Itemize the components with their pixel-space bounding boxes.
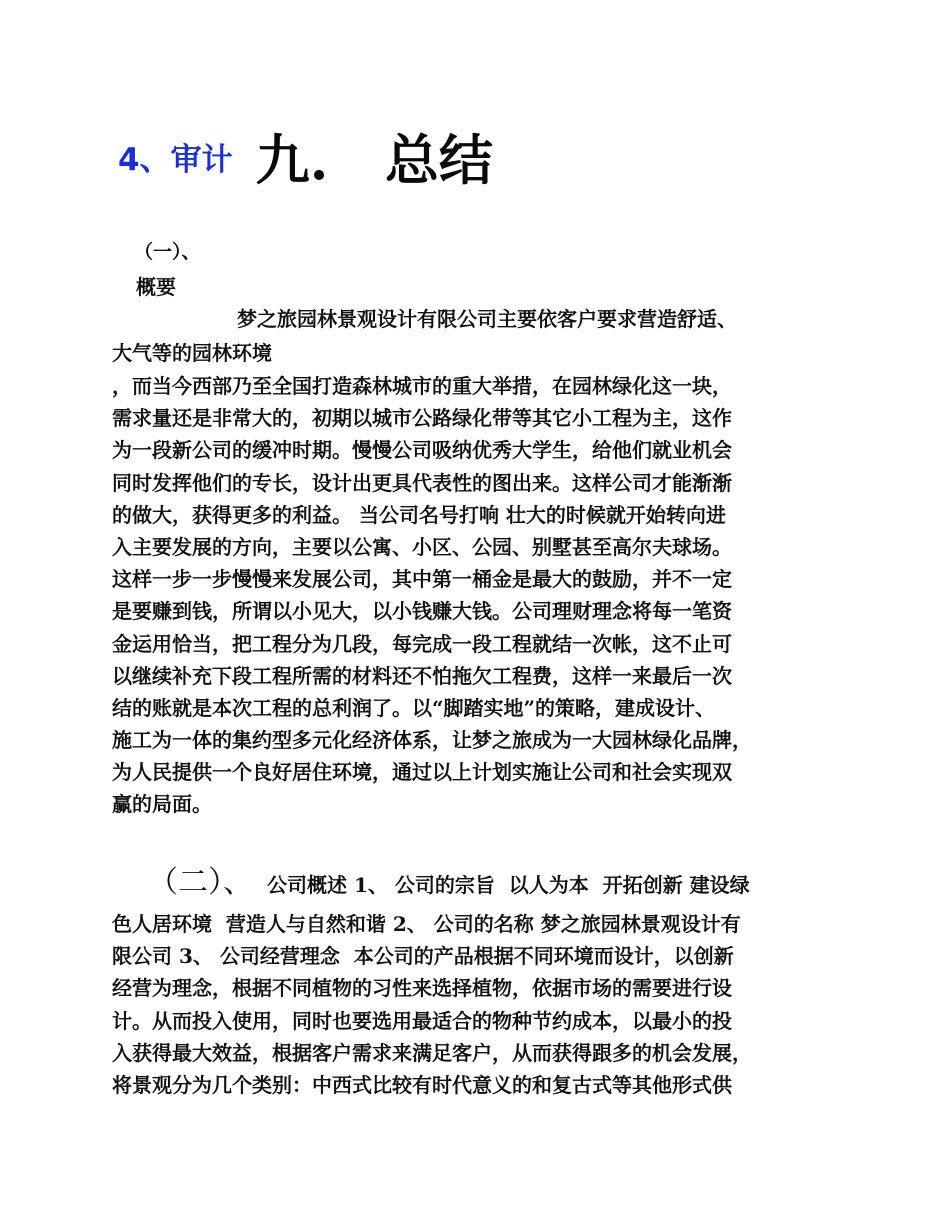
paragraph-line: 为一段新公司的缓冲时期。慢慢公司吸纳优秀大学生，给他们就业机会	[112, 438, 732, 463]
heading-title: 九. 总结	[255, 128, 493, 192]
paragraph-line: 入主要发展的方向，主要以公寓、小区、公园、别墅甚至高尔夫球场。	[112, 534, 732, 559]
paragraph-line: 这样一步一步慢慢来发展公司，其中第一桶金是最大的鼓励，并不一定	[112, 567, 732, 592]
paragraph-1-second-line: 大气等的园林环境	[112, 341, 272, 365]
paragraph-1-body	[112, 370, 840, 821]
paragraph-line: 赢的局面。	[112, 792, 212, 817]
paragraph-line: 以继续补充下段工程所需的材料还不怕拖欠工程费，这样一来最后一次	[112, 663, 732, 688]
paragraph-line: 色人居环境 营造人与自然和谐 2、 公司的名称 梦之旅园林景观设计有	[112, 912, 741, 936]
paragraph-1-first-line: 梦之旅园林景观设计有限公司主要依客户要求营造舒适、	[237, 307, 737, 331]
paragraph-line: 将景观分为几个类别：中西式比较有时代意义的和复古式等其他形式供	[112, 1072, 732, 1097]
paragraph-line: 的做大，获得更多的利益。 当公司名号打响 壮大的时候就开始转向进	[112, 502, 726, 527]
paragraph-line: 施工为一体的集约型多元化经济体系，让梦之旅成为一大园林绿化品牌，	[112, 728, 752, 753]
subsection-1-number: （一）、	[134, 241, 201, 263]
paragraph-line: ，而当今西部乃至全国打造森林城市的重大举措，在园林绿化这一块，	[112, 374, 732, 398]
paragraph-line: 结的账就是本次工程的总利润了。以“脚踏实地”的策略，建成设计、	[112, 695, 716, 720]
paragraph-line: 同时发挥他们的专长，设计出更具代表性的图出来。这样公司才能渐渐	[112, 470, 732, 495]
subsection-2-heading	[148, 862, 750, 908]
paragraph-line: 计。从而投入使用，同时也要选用最适合的物种节约成本，以最小的投	[112, 1008, 732, 1033]
paragraph-line: 是要赚到钱，所谓以小见大，以小钱赚大钱。公司理财理念将每一笔资	[112, 599, 732, 624]
paragraph-line: 入获得最大效益，根据客户需求来满足客户，从而获得跟多的机会发展，	[112, 1040, 752, 1065]
paragraph-line: 经营为理念，根据不同植物的习性来选择植物，依据市场的需要进行设	[112, 976, 732, 1001]
paragraph-2-first-line: 公司概述 1、 公司的宗旨 以人为本 开拓创新 建设绿	[267, 873, 750, 897]
paragraph-line: 限公司 3、 公司经营理念 本公司的产品根据不同环境而设计，以创新	[112, 944, 734, 969]
paragraph-line: 需求量还是非常大的，初期以城市公路绿化带等其它小工程为主，这作	[112, 406, 732, 431]
paragraph-line: 金运用恰当，把工程分为几段，每完成一段工程就结一次帐，这不止可	[112, 631, 732, 656]
paragraph-line: 为人民提供一个良好居住环境，通过以上计划实施让公司和社会实现双	[112, 760, 732, 785]
heading-prefix: 4、审计	[118, 142, 233, 178]
section-heading	[118, 118, 493, 198]
paragraph-2-body	[112, 908, 840, 1101]
subsection-1-label: 概要	[136, 275, 176, 299]
subsection-2-number: （二）、	[148, 865, 253, 900]
